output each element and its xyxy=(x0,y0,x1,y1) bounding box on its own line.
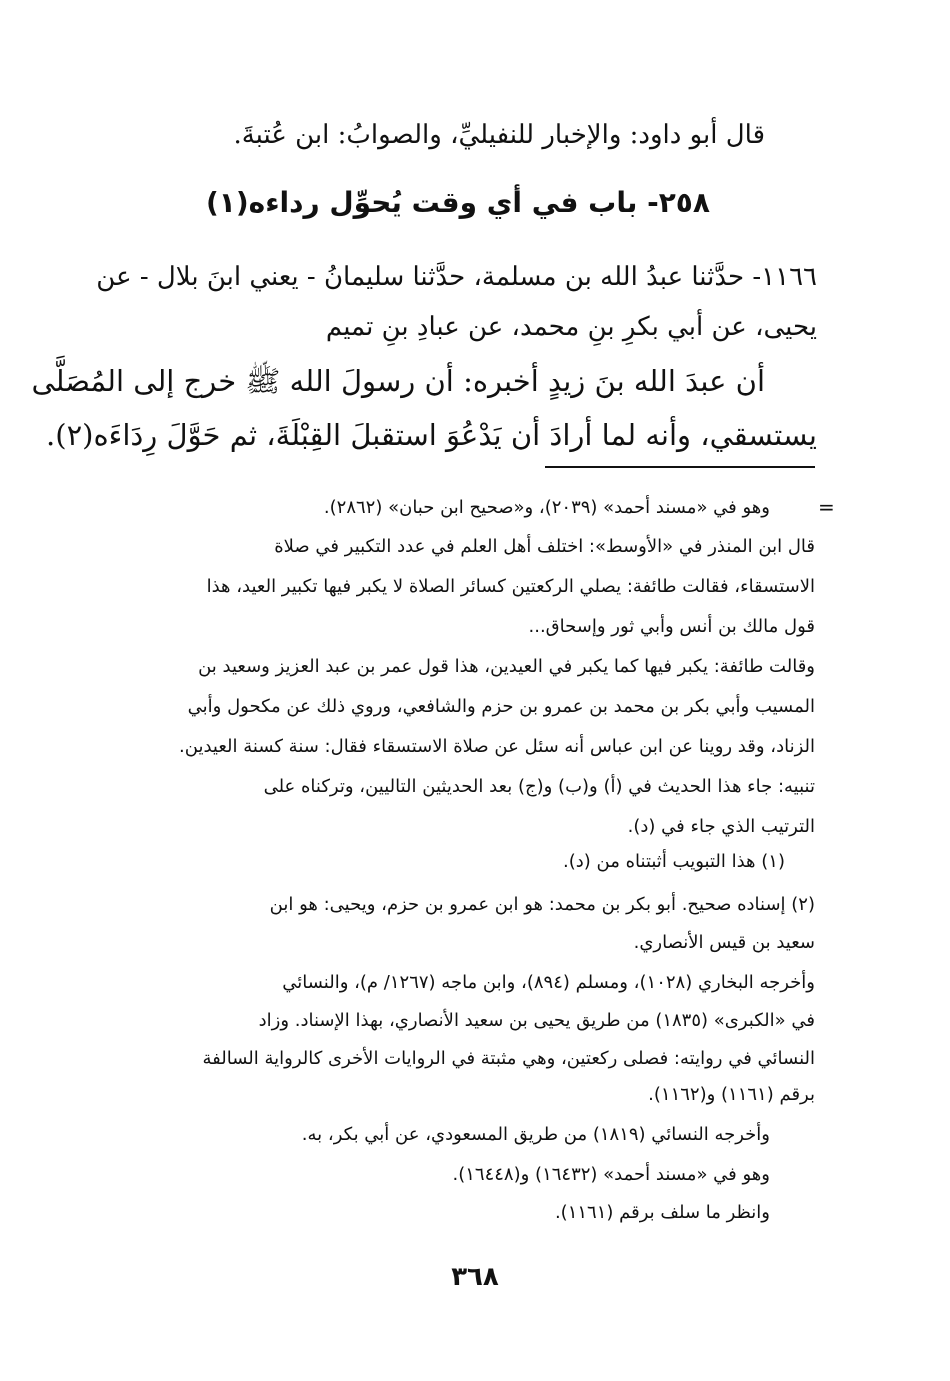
footnote-line: قال ابن المنذر في «الأوسط»: اختلف أهل العلم في عدد التكبير في صلاة xyxy=(274,536,815,557)
hadith-text-line-2: يستسقي، وأنه لما أرادَ أن يَدْعُوَ استقبلَ القِبْلَةَ، ثم حَوَّلَ رِدَاءَه(٢). xyxy=(46,418,817,452)
footnote-line: برقم (١١٦١) و(١١٦٢). xyxy=(648,1084,815,1105)
footnote-separator xyxy=(545,466,815,468)
footnote-line: وأخرجه البخاري (١٠٢٨)، ومسلم (٨٩٤)، وابن ماجه (١٢٦٧/ م)، والنسائي xyxy=(282,972,815,993)
footnote-line: وقالت طائفة: يكبر فيها كما يكبر في العيدين، هذا قول عمر بن عبد العزيز وسعيد بن xyxy=(198,656,815,677)
footnote-line: النسائي في روايته: فصلى ركعتين، وهي مثبتة في الروايات الأخرى كالرواية السالفة xyxy=(202,1048,815,1069)
footnote-line: المسيب وأبي بكر بن محمد بن عمرو بن حزم والشافعي، وروي ذلك عن مكحول وأبي xyxy=(187,696,815,717)
footnote-line: وهو في «مسند أحمد» (١٦٤٣٢) و(١٦٤٤٨). xyxy=(452,1164,770,1185)
footnote-line: (٢) إسناده صحيح. أبو بكر بن محمد: هو ابن عمرو بن حزم، ويحيى: هو ابن xyxy=(269,894,815,915)
footnote-line: سعيد بن قيس الأنصاري. xyxy=(633,932,815,953)
footnote-line: وهو في «مسند أحمد» (٢٠٣٩)، و«صحيح ابن حبان» (٢٨٦٢). xyxy=(323,497,770,518)
footnote-line: وأخرجه النسائي (١٨١٩) من طريق المسعودي، عن أبي بكر، به. xyxy=(301,1124,770,1145)
hadith-chain-line-1: ١١٦٦- حدَّثنا عبدُ الله بن مسلمة، حدَّثنا سليمانُ - يعني ابنَ بلال - عن xyxy=(96,262,817,292)
chapter-heading: ٢٥٨- باب في أي وقت يُحوِّل رداءه(١) xyxy=(205,186,710,219)
footnote-line: قول مالك بن أنس وأبي ثور وإسحاق... xyxy=(528,616,815,637)
page-number: ٣٦٨ xyxy=(451,1262,499,1292)
footnote-line: وانظر ما سلف برقم (١١٦١). xyxy=(554,1202,770,1223)
footnote-line: الترتيب الذي جاء في (د). xyxy=(627,816,815,837)
footnote-line: (١) هذا التبويب أثبتناه من (د). xyxy=(563,851,785,872)
hadith-chain-line-2: يحيى، عن أبي بكرِ بنِ محمد، عن عبادِ بنِ تميم xyxy=(325,312,817,342)
intro-line: قال أبو داود: والإخبار للنفيليِّ، والصوابُ: ابن عُتبةَ. xyxy=(233,120,765,150)
footnote-line: تنبيه: جاء هذا الحديث في (أ) و(ب) و(ج) بعد الحديثين التاليين، وتركناه على xyxy=(263,776,815,797)
hadith-text-line-1: أن عبدَ الله بنَ زيدٍ أخبره: أن رسولَ الله ﷺ خرج إلى المُصَلَّى xyxy=(31,364,765,398)
footnote-line: في «الكبرى» (١٨٣٥) من طريق يحيى بن سعيد الأنصاري، بهذا الإسناد. وزاد xyxy=(258,1010,815,1031)
continuation-marker: = xyxy=(818,495,835,519)
footnote-line: الزناد، وقد روينا عن ابن عباس أنه سئل عن صلاة الاستسقاء فقال: سنة كسنة العيدين. xyxy=(179,736,815,757)
footnote-line: الاستسقاء، فقالت طائفة: يصلي الركعتين كسائر الصلاة لا يكبر فيها تكبير العيد، هذا xyxy=(206,576,815,597)
